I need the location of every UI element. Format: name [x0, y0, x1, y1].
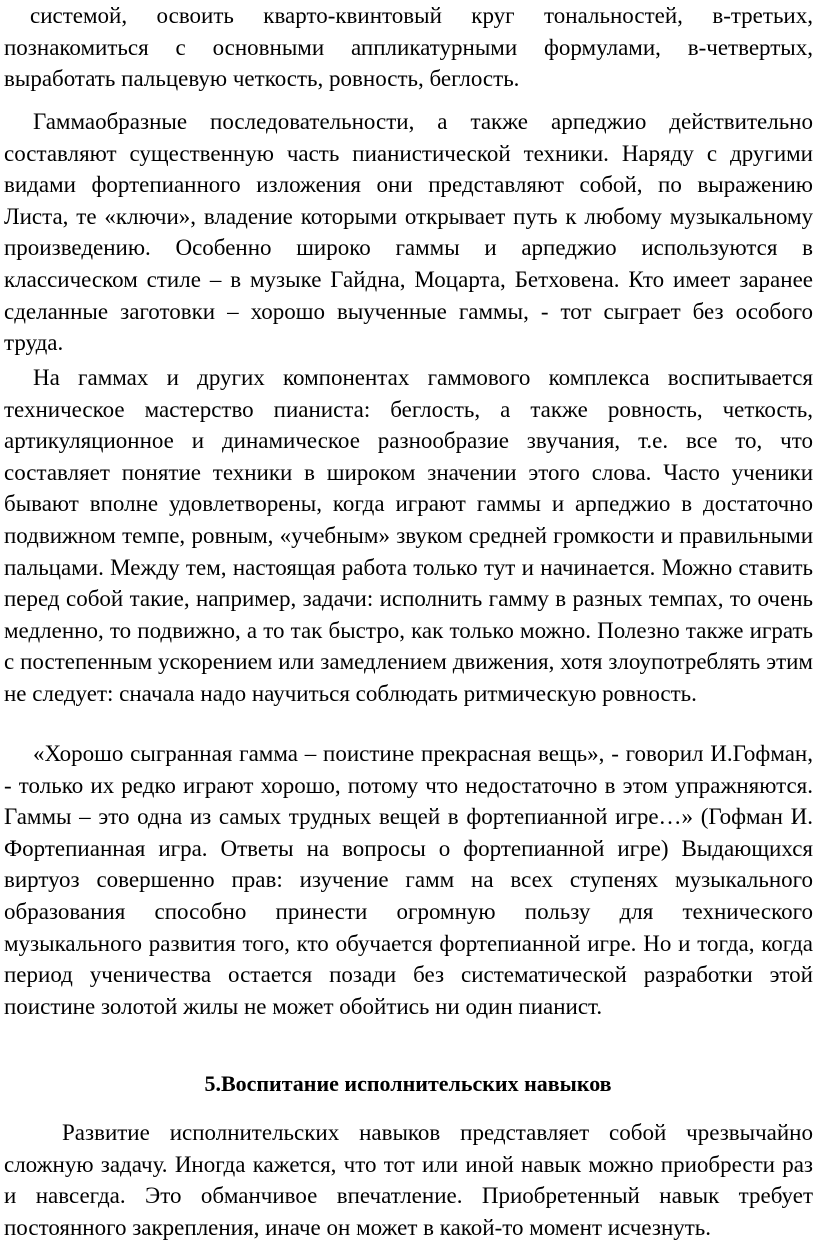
- paragraph-1: системой, освоить кварто-квинтовый круг тональностей, в-третьих, познакомиться с основными аппликатурными формулами, в-четвертых, выработать пальцевую четкость, ровность, беглость.: [4, 3, 813, 92]
- paragraph-3: На гаммах и других компонентах гаммового комплекса воспитывается техническое мастерство пианиста: беглость, а также ровность, четкость, артикуляционное и динамическое разнообразие звучания, т.е. все то, что составляет понятие техники в широком значении этого слова. Часто ученики бывают вполне удовлетворены, когда играют гаммы и арпеджио в достаточно подвижном темпе, ровным, «учебным» звуком средней громкости и правильными пальцами. Между тем, настоящая работа только тут и начинается. Можно ставить перед собой такие, например, задачи: исполнить гамму в разных темпах, то очень медленно, то подвижно, а то так быстро, как только можно. Полезно также играть с постепенным ускорением или замедлением движения, хотя злоупотреблять этим не следует: сначала надо научиться соблюдать ритмическую ровность.: [4, 365, 813, 706]
- paragraph-2: Гаммаобразные последовательности, а также арпеджио действительно составляют существенную часть пианистической техники. Наряду с другими видами фортепианного изложения они представляют собой, по выражению Листа, те «ключи», владение которыми открывает путь к любому музыкальному произведению. Особенно широко гаммы и арпеджио используются в классическом стиле – в музыке Гайдна, Моцарта, Бетховена. Кто имеет заранее сделанные заготовки – хорошо выученные гаммы, - тот сыграет без особого труда.: [4, 109, 813, 356]
- section-heading: 5.Воспитание исполнительских навыков: [204, 1071, 612, 1096]
- paragraph-4: «Хорошо сыгранная гамма – поистине прекрасная вещь», - говорил И.Гофман, - только их редко играют хорошо, потому что недостаточно в этом упражняются. Гаммы – это одна из самых трудных вещей в фортепианной игре…» (Гофман И. Фортепианная игра. Ответы на вопросы о фортепианной игре) Выдающихся виртуоз совершенно прав: изучение гамм на всех ступенях музыкального образования способно принести огромную пользу для технического музыкального развития того, кто обучается фортепианной игре. Но и тогда, когда период ученичества остается позади без систематической разработки этой поистине золотой жилы не может обойтись ни один пианист.: [4, 741, 813, 1019]
- paragraph-5: Развитие исполнительских навыков представляет собой чрезвычайно сложную задачу. Иногда кажется, что тот или иной навык можно приобрести раз и навсегда. Это обманчивое впечатление. Приобретенный навык требует постоянного закрепления, иначе он может в какой-то момент исчезнуть.: [4, 1120, 813, 1240]
